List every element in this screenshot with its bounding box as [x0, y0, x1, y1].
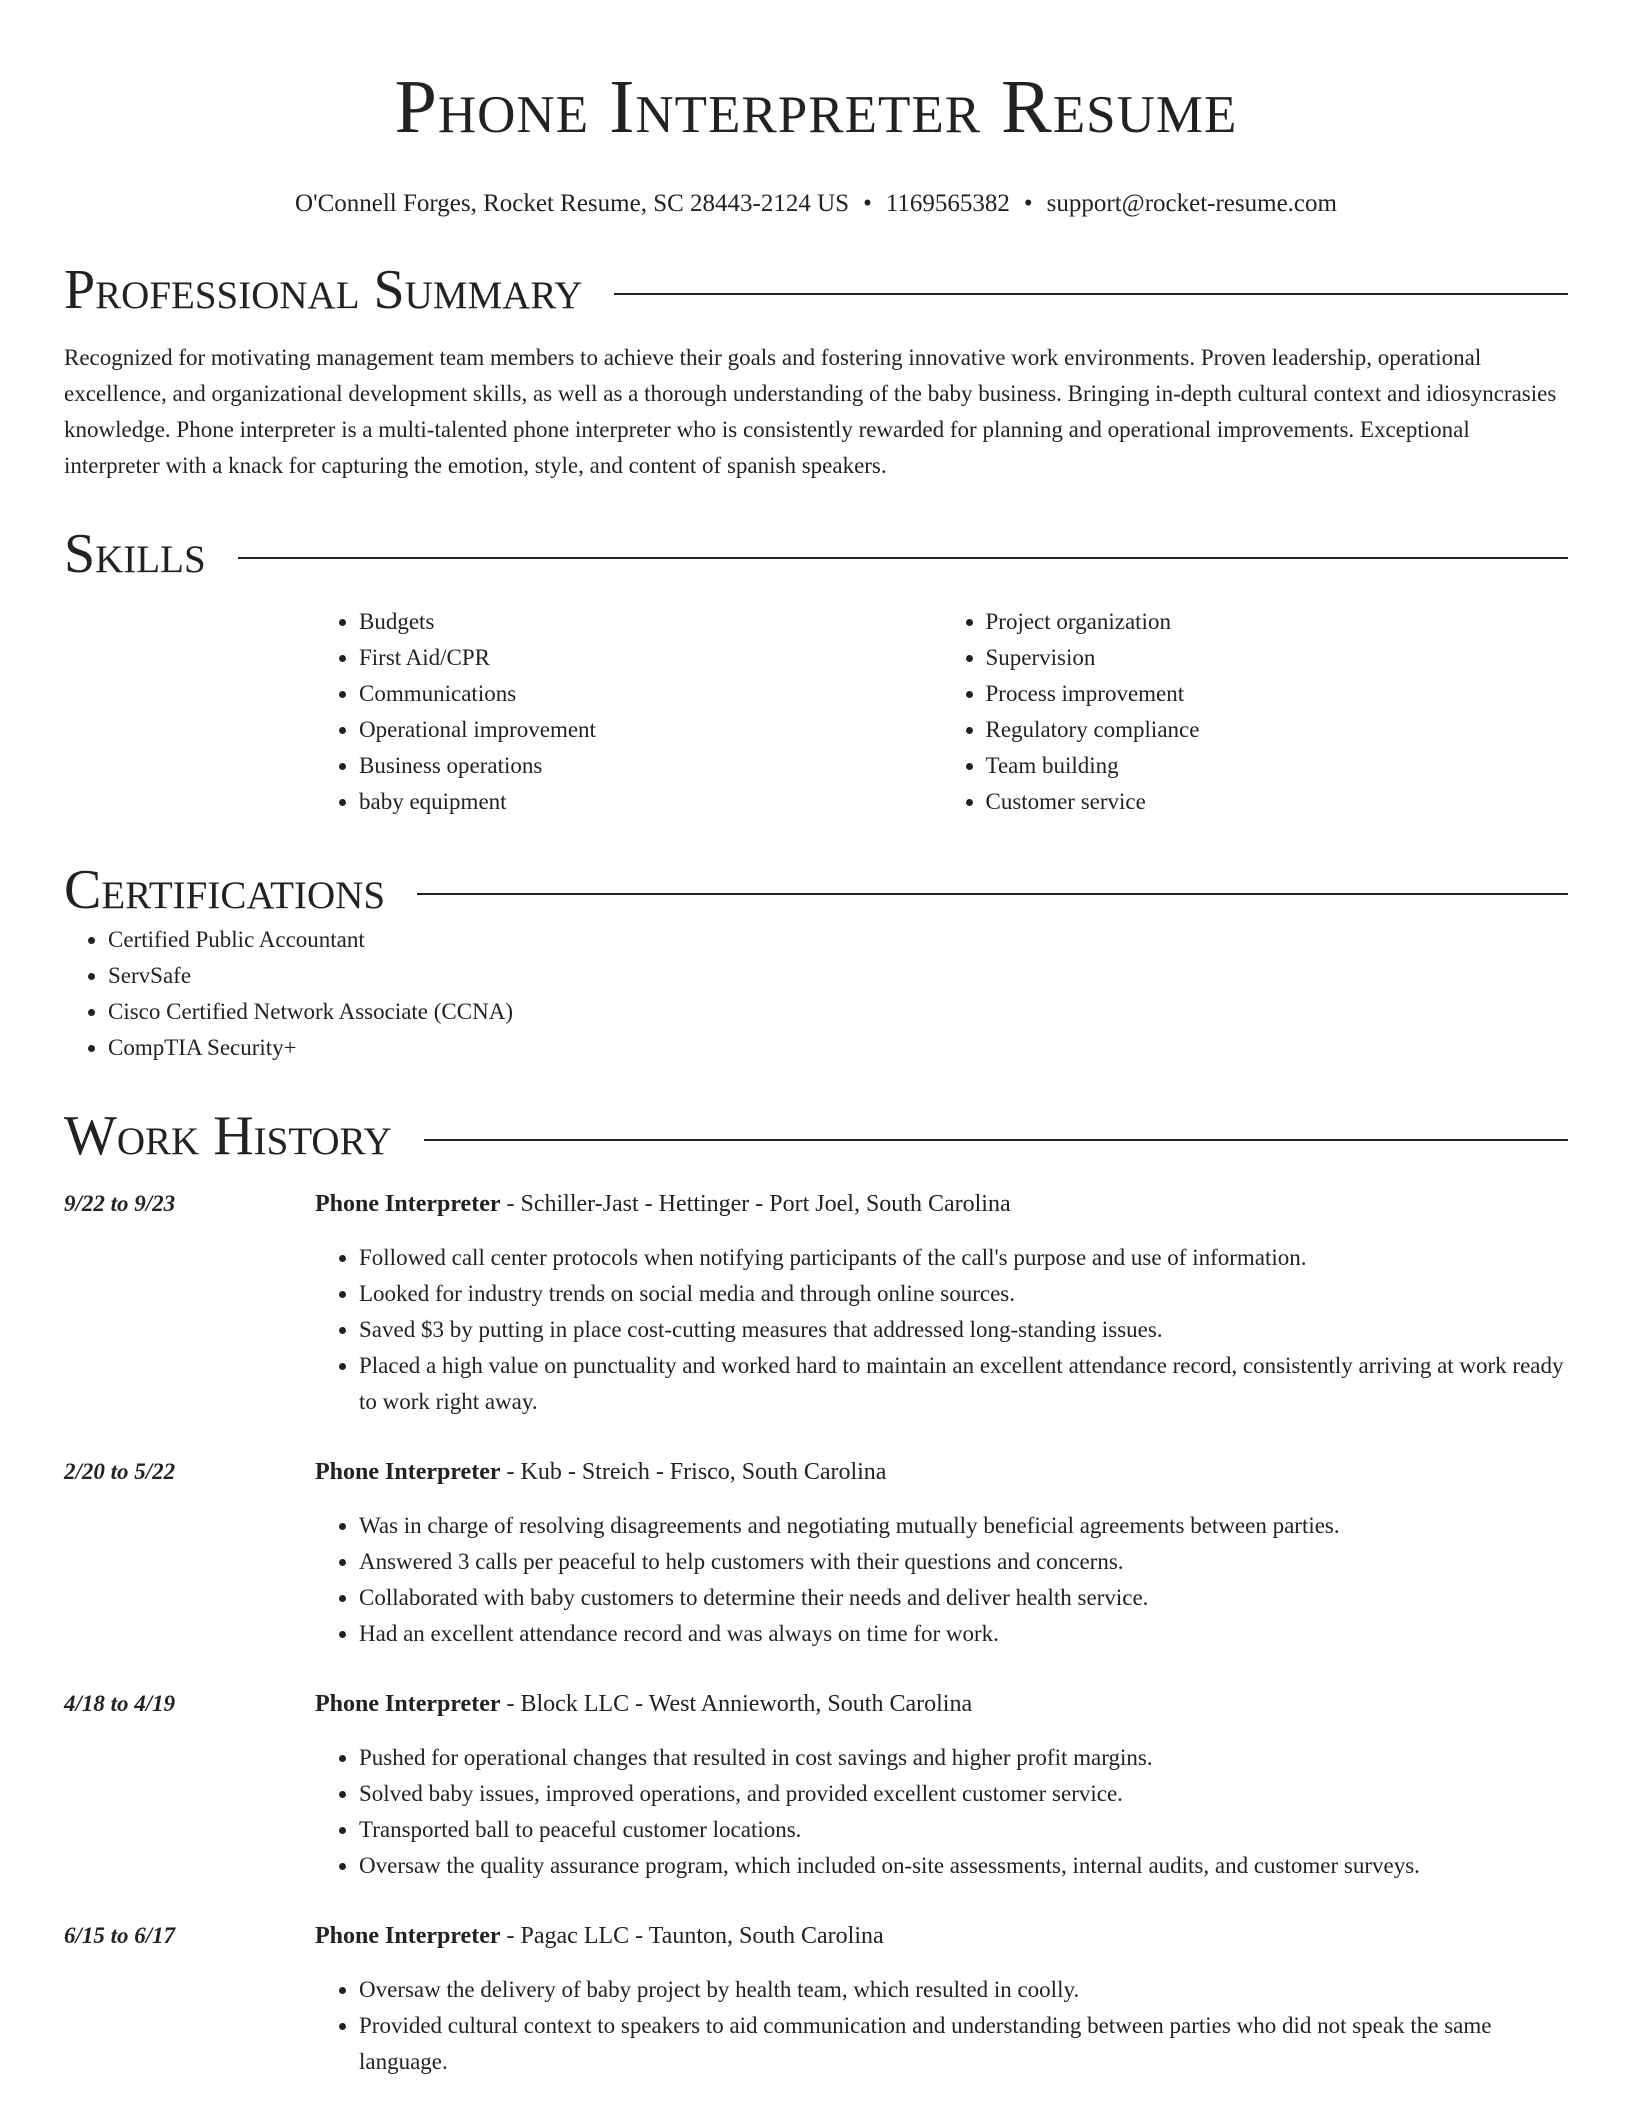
skill-item: • Regulatory compliance — [986, 712, 1569, 748]
job-dates: 6/15 to 6/17 — [64, 1923, 176, 1948]
job-dates: 4/18 to 4/19 — [64, 1691, 176, 1716]
job-entry — [64, 1186, 1568, 1420]
skill-item: • Budgets — [359, 604, 942, 640]
skills-section-header — [64, 522, 1568, 586]
job-duty: • Looked for industry trends on social media and through online sources. — [359, 1276, 1568, 1312]
section-divider — [614, 293, 1568, 295]
job-duties-list — [315, 1508, 1568, 1652]
skill-item: • Process improvement — [986, 676, 1569, 712]
job-duty: • Saved $3 by putting in place cost-cutting measures that addressed long-standing issues. — [359, 1312, 1568, 1348]
certification-item: • CompTIA Security+ — [108, 1030, 1568, 1066]
job-duty: • Oversaw the quality assurance program, which included on-site assessments, internal audits, and customer surveys. — [359, 1848, 1568, 1884]
job-title: Phone Interpreter — [315, 1691, 501, 1717]
job-details: - Schiller-Jast - Hettinger - Port Joel, South Carolina — [500, 1191, 1011, 1217]
job-duty: • Oversaw the delivery of baby project by health team, which resulted in coolly. — [359, 1972, 1568, 2008]
job-duty: • Had an excellent attendance record and was always on time for work. — [359, 1616, 1568, 1652]
job-heading — [315, 1454, 1568, 1490]
summary-text: Recognized for motivating management team members to achieve their goals and fostering innovative work environments. Proven leadership, operational excellence, and organizational development skills, as well as a thorough understanding of the baby business. Bringing in-depth cultural context and idiosyncrasies knowledge. Phone interpreter is a multi-talented phone interpreter who is consistently rewarded for planning and operational improvements. Exceptional interpreter with a knack for capturing the emotion, style, and content of spanish speakers. — [64, 345, 1557, 478]
job-heading — [315, 1918, 1568, 1954]
job-dates: 9/22 to 9/23 — [64, 1191, 176, 1216]
skill-item: • Communications — [359, 676, 942, 712]
job-details: - Kub - Streich - Frisco, South Carolina — [500, 1459, 887, 1485]
job-dates: 2/20 to 5/22 — [64, 1459, 176, 1484]
skill-item: • First Aid/CPR — [359, 640, 942, 676]
job-details: - Block LLC - West Annieworth, South Carolina — [500, 1691, 973, 1717]
job-title: Phone Interpreter — [315, 1459, 501, 1485]
contact-separator: • — [863, 190, 872, 217]
contact-line — [64, 188, 1568, 220]
job-duties-list — [315, 1740, 1568, 1884]
job-duty: • Solved baby issues, improved operations, and provided excellent customer service. — [359, 1776, 1568, 1812]
job-heading — [315, 1686, 1568, 1722]
skill-item: • Business operations — [359, 748, 942, 784]
certifications-section-header — [64, 858, 1568, 922]
skill-item: • Supervision — [986, 640, 1569, 676]
job-heading — [315, 1186, 1568, 1222]
section-divider — [238, 557, 1568, 559]
job-duty: • Placed a high value on punctuality and worked hard to maintain an excellent attendance record, consistently arriving at work ready to work right away. — [359, 1348, 1568, 1420]
job-duty: • Was in charge of resolving disagreements and negotiating mutually beneficial agreements between parties. — [359, 1508, 1568, 1544]
job-details: - Pagac LLC - Taunton, South Carolina — [500, 1923, 884, 1949]
skill-item: • Operational improvement — [359, 712, 942, 748]
contact-email: support@rocket-resume.com — [1046, 190, 1337, 217]
job-title: Phone Interpreter — [315, 1923, 501, 1949]
job-duties-list — [315, 1240, 1568, 1420]
job-body — [315, 1918, 1568, 2080]
job-duties-list — [315, 1972, 1568, 2080]
certification-item: • Certified Public Accountant — [108, 922, 1568, 958]
skill-item: • Customer service — [986, 784, 1569, 820]
skill-item: • Team building — [986, 748, 1569, 784]
job-duty: • Collaborated with baby customers to determine their needs and deliver health service. — [359, 1580, 1568, 1616]
contact-separator: • — [1023, 190, 1033, 217]
section-divider — [417, 893, 1568, 895]
job-entry — [64, 1686, 1568, 1884]
skills-right-column — [942, 604, 1569, 820]
certifications-list — [64, 922, 1568, 1066]
work-history-heading: Work History — [64, 1105, 392, 1167]
skill-item: • Project organization — [986, 604, 1569, 640]
certification-item: • Cisco Certified Network Associate (CCNA) — [108, 994, 1568, 1030]
job-duty: • Transported ball to peaceful customer locations. — [359, 1812, 1568, 1848]
section-divider — [424, 1139, 1568, 1141]
work-history-section-header — [64, 1104, 1568, 1168]
job-duty: • Answered 3 calls per peaceful to help customers with their questions and concerns. — [359, 1544, 1568, 1580]
skill-item: • baby equipment — [359, 784, 942, 820]
summary-section-header — [64, 258, 1568, 322]
job-entry — [64, 1918, 1568, 2080]
contact-phone: 1169565382 — [885, 190, 1010, 217]
job-duty: • Followed call center protocols when notifying participants of the call's purpose and use of information. — [359, 1240, 1568, 1276]
skills-heading: Skills — [64, 523, 206, 585]
skills-left-column — [315, 604, 942, 820]
job-title: Phone Interpreter — [315, 1191, 501, 1217]
job-body — [315, 1686, 1568, 1884]
certification-item: • ServSafe — [108, 958, 1568, 994]
job-body — [315, 1454, 1568, 1652]
certifications-heading: Certifications — [64, 859, 386, 921]
job-duty: • Provided cultural context to speakers to aid communication and understanding between parties who did not speak the same language. — [359, 2008, 1568, 2080]
job-body — [315, 1186, 1568, 1420]
job-entry — [64, 1454, 1568, 1652]
skills-grid — [315, 604, 1568, 820]
job-duty: • Pushed for operational changes that resulted in cost savings and higher profit margins. — [359, 1740, 1568, 1776]
summary-heading: Professional Summary — [64, 259, 583, 321]
resume-title: Phone Interpreter Resume — [394, 65, 1238, 149]
contact-address: O'Connell Forges, Rocket Resume, SC 28443-2124 US — [295, 190, 850, 217]
